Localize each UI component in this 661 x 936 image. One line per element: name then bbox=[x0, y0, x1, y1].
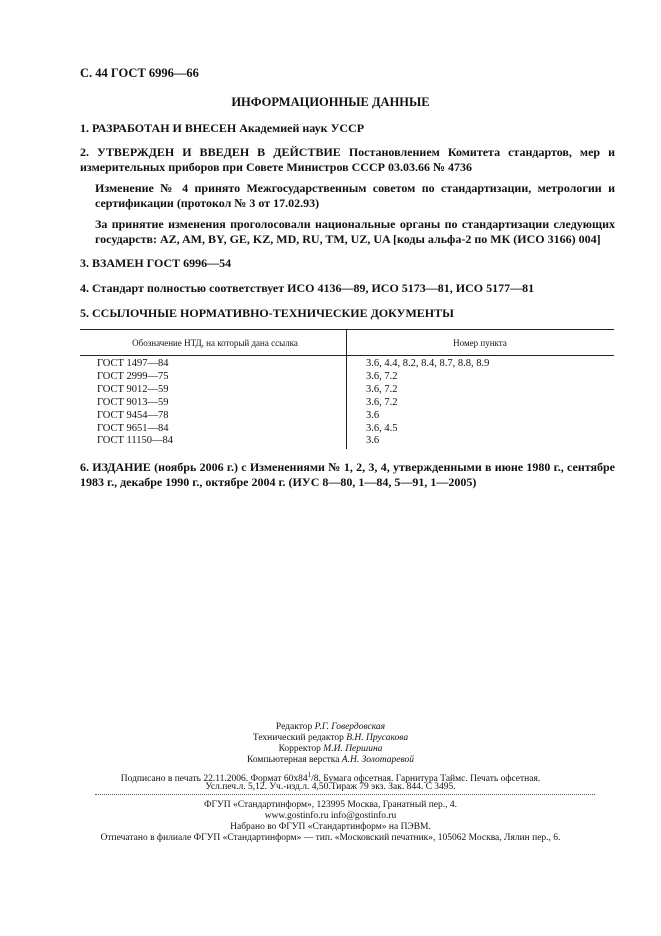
table-row-clause: 3.6, 4.5 bbox=[366, 423, 398, 434]
imprint-divider bbox=[95, 794, 595, 795]
item-1-developed: 1. РАЗРАБОТАН И ВНЕСЕН Академией наук УССР bbox=[80, 121, 365, 135]
credit-tech-label: Технический редактор bbox=[252, 733, 344, 743]
credit-corrector bbox=[0, 744, 661, 755]
table-row-clause: 3.6 bbox=[366, 410, 380, 421]
credit-editor-label: Редактор bbox=[275, 722, 313, 732]
item-2-approved: 2. УТВЕРЖДЕН И ВВЕДЕН В ДЕЙСТВИЕ Постановлением Комитета стандартов, мер и измерительных приборов при Совете Министров СССР 03.03.66 № 4736 bbox=[80, 145, 615, 174]
imprint-web: www.gostinfo.ru info@gostinfo.ru bbox=[264, 811, 397, 821]
table-row-clause: 3.6 bbox=[366, 435, 380, 446]
table-row-clause: 3.6, 7.2 bbox=[366, 371, 398, 382]
credit-corr-label: Корректор bbox=[278, 744, 321, 754]
table-row-clause: 3.6, 7.2 bbox=[366, 384, 398, 395]
table-row-doc: ГОСТ 9012—59 bbox=[97, 384, 169, 395]
item-2-vote: За принятие изменения проголосовали национальные органы по стандартизации следующих государств: AZ, AM, BY, GE, KZ, MD, RU, TM, UZ, UA [коды альфа-2 по МК (ИСО 3166) 004] bbox=[95, 217, 615, 246]
credit-editor-name: Р.Г. Говердовская bbox=[314, 722, 386, 732]
table-top-rule bbox=[80, 329, 614, 330]
item-2-amendment: Изменение № 4 принято Межгосударственным советом по стандартизации, метрологии и сертификации (протокол № 3 от 17.02.93) bbox=[95, 181, 615, 210]
imprint-printed: Отпечатано в филиале ФГУП «Стандартинформ» — тип. «Московский печатник», 105062 Москва, Лялин пер., 6. bbox=[100, 833, 561, 843]
table-row-clause: 3.6, 4.4, 8.2, 8.4, 8.7, 8.8, 8.9 bbox=[366, 358, 490, 369]
page-header: С. 44 ГОСТ 6996—66 bbox=[80, 66, 199, 80]
credit-layout bbox=[0, 755, 661, 766]
table-row-clause: 3.6, 7.2 bbox=[366, 397, 398, 408]
imprint-signed-b: /8. Бумага офсетная. Гарнитура Таймс. Печать офсетная. bbox=[311, 774, 541, 785]
table-body-separator bbox=[346, 355, 347, 449]
imprint-publisher: ФГУП «Стандартинформ», 123995 Москва, Гранатный пер., 4. bbox=[203, 800, 458, 810]
credit-tech-editor bbox=[0, 733, 661, 744]
imprint-sheets: Усл.печ.л. 5,12. Уч.-изд.л. 4,50.Тираж 79 экз. Зак. 844. С 3495. bbox=[205, 782, 456, 792]
credit-layout-label: Компьютерная верстка bbox=[246, 755, 340, 765]
imprint-typeset: Набрано во ФГУП «Стандартинформ» на ПЭВМ. bbox=[230, 822, 431, 832]
table-header-clause: Номер пункта bbox=[453, 338, 507, 348]
table-row-doc: ГОСТ 9454—78 bbox=[97, 410, 169, 421]
credit-corr-name: М.И. Першина bbox=[323, 744, 383, 754]
item-4-conformity: 4. Стандарт полностью соответствует ИСО 4136—89, ИСО 5173—81, ИСО 5177—81 bbox=[80, 281, 535, 295]
credit-editor bbox=[0, 722, 661, 733]
page-title: ИНФОРМАЦИОННЫЕ ДАННЫЕ bbox=[231, 95, 430, 109]
table-row-doc: ГОСТ 9651—84 bbox=[97, 423, 169, 434]
credit-layout-name: А.Н. Золотаревой bbox=[341, 755, 415, 765]
table-column-separator bbox=[346, 329, 347, 355]
imprint-signed-a: Подписано в печать 22.11.2006. Формат 60x84 bbox=[120, 774, 308, 785]
credit-tech-name: В.Н. Прусакова bbox=[346, 733, 409, 743]
table-row-doc: ГОСТ 2999—75 bbox=[97, 371, 169, 382]
table-row-doc: ГОСТ 1497—84 bbox=[97, 358, 169, 369]
table-header-document: Обозначение НТД, на который дана ссылка bbox=[132, 338, 298, 348]
imprint-format-sup: 1 bbox=[307, 771, 312, 779]
item-3-replaces: 3. ВЗАМЕН ГОСТ 6996—54 bbox=[80, 256, 232, 270]
table-row-doc: ГОСТ 9013—59 bbox=[97, 397, 169, 408]
table-header-rule bbox=[80, 355, 614, 356]
item-6-edition: 6. ИЗДАНИЕ (ноябрь 2006 г.) с Изменениями № 1, 2, 3, 4, утвержденными в июне 1980 г., сентябре 1983 г., декабре 1990 г., октябре 2004 г. (ИУС 8—80, 1—84, 5—91, 1—2005) bbox=[80, 460, 615, 489]
table-row-doc: ГОСТ 11150—84 bbox=[97, 435, 174, 446]
item-5-references: 5. ССЫЛОЧНЫЕ НОРМАТИВНО-ТЕХНИЧЕСКИЕ ДОКУМЕНТЫ bbox=[80, 306, 454, 320]
